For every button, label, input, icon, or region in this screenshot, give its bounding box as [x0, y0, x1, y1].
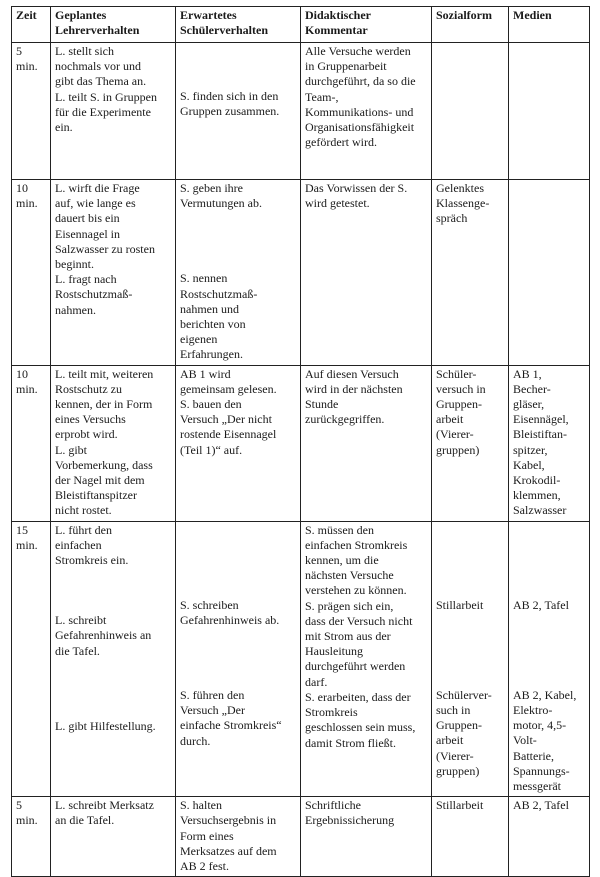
- table-row: [12, 365, 590, 521]
- cell-zeit: 10 min.: [12, 365, 51, 521]
- header-row: [12, 7, 590, 43]
- header-schuelerverhalten: Erwartetes Schülerverhalten: [176, 7, 301, 43]
- cell-sozialform: Stillarbeit: [432, 797, 509, 877]
- cell-zeit: 15 min.: [12, 521, 51, 797]
- cell-sozialform: Stillarbeit Schülerver- such in Gruppen- arbeit (Vierer- gruppen): [432, 521, 509, 797]
- cell-lehrerverhalten: L. teilt mit, weiteren Rostschutz zu kennen, der in Form eines Versuchs erprobt wird. L. gibt Vorbemerkung, dass der Nagel mit dem Bleistiftanspitzer nicht rostet.: [51, 365, 176, 521]
- header-medien: Medien: [509, 7, 590, 43]
- cell-zeit: 5 min.: [12, 43, 51, 180]
- cell-medien: AB 2, Tafel: [509, 797, 590, 877]
- cell-medien: [509, 180, 590, 366]
- cell-lehrerverhalten: L. führt den einfachen Stromkreis ein. L. schreibt Gefahrenhinweis an die Tafel. L. gibt Hilfestellung.: [51, 521, 176, 797]
- cell-kommentar: Alle Versuche werden in Gruppenarbeit durchgeführt, da so die Team-, Kommunikations- und Organisationsfähigkeit gefördert wird.: [301, 43, 432, 180]
- cell-kommentar: S. müssen den einfachen Stromkreis kennen, um die nächsten Versuche verstehen zu können. S. prägen sich ein, dass der Versuch nicht mit Strom aus der Hausleitung durchgeführt werden darf. S. erarbeiten, dass der Stromkreis geschlossen sein muss, damit Strom fließt.: [301, 521, 432, 797]
- cell-lehrerverhalten: L. wirft die Frage auf, wie lange es dauert bis ein Eisennagel in Salzwasser zu rosten beginnt. L. fragt nach Rostschutzmaß- nahmen.: [51, 180, 176, 366]
- header-lehrerverhalten: Geplantes Lehrerverhalten: [51, 7, 176, 43]
- cell-schuelerverhalten: S. schreiben Gefahrenhinweis ab. S. führen den Versuch „Der einfache Stromkreis“ durch.: [176, 521, 301, 797]
- cell-medien: AB 1, Becher- gläser, Eisennägel, Bleistiftan- spitzer, Kabel, Krokodil- klemmen, Salzwasser: [509, 365, 590, 521]
- cell-kommentar: Schriftliche Ergebnissicherung: [301, 797, 432, 877]
- cell-zeit: 10 min.: [12, 180, 51, 366]
- cell-medien: AB 2, Tafel AB 2, Kabel, Elektro- motor, 4,5- Volt- Batterie, Spannungs- messgerät: [509, 521, 590, 797]
- table-row: [12, 43, 590, 180]
- cell-zeit: 5 min.: [12, 797, 51, 877]
- cell-sozialform: Schüler- versuch in Gruppen- arbeit (Vierer- gruppen): [432, 365, 509, 521]
- cell-schuelerverhalten: AB 1 wird gemeinsam gelesen. S. bauen den Versuch „Der nicht rostende Eisennagel (Teil 1)“ auf.: [176, 365, 301, 521]
- cell-lehrerverhalten: L. stellt sich nochmals vor und gibt das Thema an. L. teilt S. in Gruppen für die Experimente ein.: [51, 43, 176, 180]
- cell-schuelerverhalten: S. finden sich in den Gruppen zusammen.: [176, 43, 301, 180]
- table-row: [12, 180, 590, 366]
- table-row: [12, 521, 590, 797]
- header-zeit: Zeit: [12, 7, 51, 43]
- cell-kommentar: Das Vorwissen der S. wird getestet.: [301, 180, 432, 366]
- cell-lehrerverhalten: L. schreibt Merksatz an die Tafel.: [51, 797, 176, 877]
- header-sozialform: Sozialform: [432, 7, 509, 43]
- table-row: [12, 797, 590, 877]
- lesson-plan-table: [11, 6, 590, 877]
- cell-sozialform: Gelenktes Klassenge- spräch: [432, 180, 509, 366]
- header-kommentar: Didaktischer Kommentar: [301, 7, 432, 43]
- cell-schuelerverhalten: S. halten Versuchsergebnis in Form eines Merksatzes auf dem AB 2 fest.: [176, 797, 301, 877]
- cell-schuelerverhalten: S. geben ihre Vermutungen ab. S. nennen Rostschutzmaß- nahmen und berichten von eigenen Erfahrungen.: [176, 180, 301, 366]
- cell-sozialform: [432, 43, 509, 180]
- cell-kommentar: Auf diesen Versuch wird in der nächsten Stunde zurückgegriffen.: [301, 365, 432, 521]
- cell-medien: [509, 43, 590, 180]
